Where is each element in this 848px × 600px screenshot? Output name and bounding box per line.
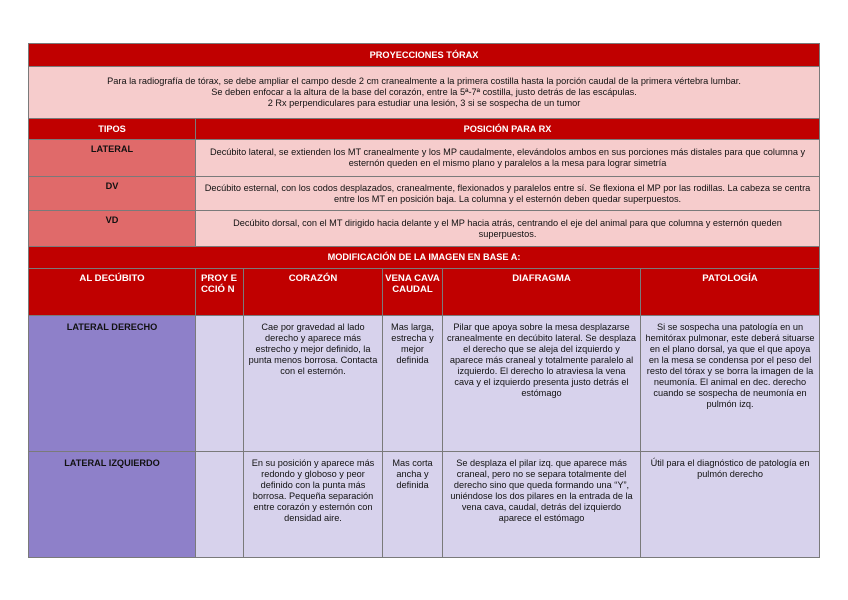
vena-cell: Mas larga, estrecha y mejor definida [383,316,443,452]
col-corazon: CORAZÓN [244,269,383,316]
diafragma-cell: Pilar que apoya sobre la mesa desplazarse cranealmente en decúbito lateral. Se desplaza el derecho que se aleja del izquierdo y aparece más craneal y totalmente paralelo al izquierdo. El derecho lo atraviesa la vena cava y el izquierdo presenta justo detrás el estómago [443,316,641,452]
intro-row [29,67,820,119]
col-vena-cava: VENA CAVA CAUDAL [383,269,443,316]
col-proyeccion: PROY ECCIÓ N [196,269,244,316]
column-header-row [29,269,820,316]
tipo-description: Decúbito dorsal, con el MT dirigido hacia delante y el MP hacia atrás, centrando el eje del animal para que columna y esternón queden superpuestos. [196,211,820,247]
tipo-label: DV [29,177,196,211]
col-decubito: AL DECÚBITO [29,269,196,316]
table-title: PROYECCIONES TÓRAX [29,44,820,67]
tipo-description: Decúbito esternal, con los codos desplazados, cranealmente, flexionados y paralelos entre sí. Se flexiona el MP por las rodillas. La cabeza se centra entre los MT en posición baja. La columna y el esternón deben quedar superpuestos. [196,177,820,211]
proyeccion-cell [196,452,244,558]
tipo-row [29,211,820,247]
intro-line-1: Para la radiografía de tórax, se debe ampliar el campo desde 2 cm cranealmente a la primera costilla hasta la porción caudal de la primera vértebra lumbar. [107,76,741,86]
proyeccion-cell [196,316,244,452]
tipo-label: VD [29,211,196,247]
diafragma-cell: Se desplaza el pilar izq. que aparece más craneal, pero no se separa totalmente del derecho sino que queda formando una “Y”, uniéndose los dos pilares en la entrada de la vena cava, caudal, detrás del izquierdo aparece el estómago [443,452,641,558]
intro-line-2: Se deben enfocar a la altura de la base del corazón, entre la 5ª-7ª costilla, justo detrás de las escápulas. [211,87,637,97]
tipo-row [29,140,820,177]
row-label: LATERAL DERECHO [29,316,196,452]
table-row [29,452,820,558]
tipo-description: Decúbito lateral, se extienden los MT cranealmente y los MP caudalmente, elevándolos ambos en sus porciones más distales para que columna y esternón queden en el mismo plano y paralelos a la mesa para lograr simetría [196,140,820,177]
intro-line-3: 2 Rx perpendiculares para estudiar una lesión, 3 si se sospecha de un tumor [267,98,581,108]
tipos-header-row [29,119,820,140]
projections-table [28,43,819,558]
modificacion-header: MODIFICACIÓN DE LA IMAGEN EN BASE A: [29,247,820,269]
corazon-cell: En su posición y aparece más redondo y globoso y peor definido con la punta más borrosa. Pequeña separación entre corazón y esternón con densidad aire. [244,452,383,558]
row-label: LATERAL IZQUIERDO [29,452,196,558]
vena-cell: Mas corta ancha y definida [383,452,443,558]
title-row [29,44,820,67]
table-row [29,316,820,452]
tipos-header: TIPOS [29,119,196,140]
patologia-cell: Útil para el diagnóstico de patología en pulmón derecho [641,452,820,558]
patologia-cell: Si se sospecha una patología en un hemitórax pulmonar, este deberá situarse en el plano dorsal, ya que el que apoya en la mesa se condensa por el peso del resto del tórax y se borra la imagen de la neumonía. El animal en dec. derecho cuando se sospecha de neumonía en pulmón izq. [641,316,820,452]
modificacion-row [29,247,820,269]
tipo-row [29,177,820,211]
intro-text [29,67,820,119]
col-diafragma: DIAFRAGMA [443,269,641,316]
posicion-header: POSICIÓN PARA RX [196,119,820,140]
corazon-cell: Cae por gravedad al lado derecho y aparece más estrecho y mejor definido, la punta menos borrosa. Contacta con el esternón. [244,316,383,452]
col-patologia: PATOLOGÍA [641,269,820,316]
tipo-label: LATERAL [29,140,196,177]
